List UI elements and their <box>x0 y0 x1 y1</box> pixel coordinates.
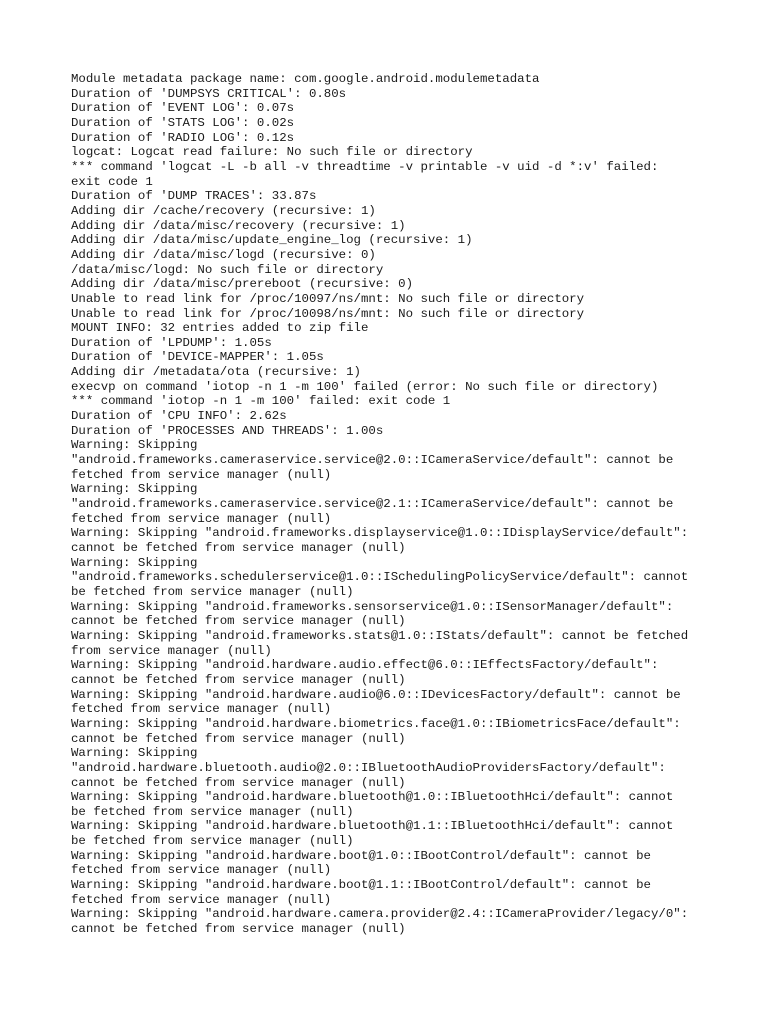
log-line: Duration of 'DUMPSYS CRITICAL': 0.80s <box>71 86 347 101</box>
log-line: "android.frameworks.cameraservice.service@2.0::ICameraService/default": cannot be <box>71 453 674 468</box>
log-line: Adding dir /data/misc/prereboot (recursive: 0) <box>71 277 414 292</box>
log-line: Adding dir /data/misc/logd (recursive: 0) <box>71 247 376 262</box>
log-line: cannot be fetched from service manager (null) <box>71 614 406 629</box>
log-line: Warning: Skipping <box>71 482 198 497</box>
log-line: fetched from service manager (null) <box>71 702 332 717</box>
log-line: Adding dir /metadata/ota (recursive: 1) <box>71 365 361 380</box>
log-line: Module metadata package name: com.google.android.modulemetadata <box>71 72 540 86</box>
log-line: Adding dir /data/misc/recovery (recursive: 1) <box>71 218 406 233</box>
log-line: Warning: Skipping <box>71 438 198 453</box>
log-line: cannot be fetched from service manager (null) <box>71 922 406 937</box>
log-line: Duration of 'LPDUMP': 1.05s <box>71 335 272 350</box>
log-line: Warning: Skipping "android.hardware.bluetooth@1.1::IBluetoothHci/default": cannot <box>71 819 674 834</box>
log-line: fetched from service manager (null) <box>71 511 332 526</box>
log-line: Duration of 'STATS LOG': 0.02s <box>71 115 295 130</box>
log-line: cannot be fetched from service manager (null) <box>71 672 406 687</box>
log-line: be fetched from service manager (null) <box>71 804 354 819</box>
log-line: /data/misc/logd: No such file or directory <box>71 262 384 277</box>
log-line: Duration of 'DUMP TRACES': 33.87s <box>71 189 317 204</box>
log-line: Adding dir /data/misc/update_engine_log (recursive: 1) <box>71 233 473 248</box>
log-line: Warning: Skipping "android.hardware.audio@6.0::IDevicesFactory/default": cannot be <box>71 687 681 702</box>
log-line: Warning: Skipping "android.hardware.boot@1.0::IBootControl/default": cannot be <box>71 848 651 863</box>
log-line: from service manager (null) <box>71 643 272 658</box>
log-line: Warning: Skipping "android.hardware.audio.effect@6.0::IEffectsFactory/default": <box>71 658 659 673</box>
log-line: execvp on command 'iotop -n 1 -m 100' failed (error: No such file or directory) <box>71 379 659 394</box>
log-line: Warning: Skipping "android.frameworks.stats@1.0::IStats/default": cannot be fetched <box>71 628 689 643</box>
log-line: Warning: Skipping "android.frameworks.sensorservice@1.0::ISensorManager/default": <box>71 599 674 614</box>
log-document <box>71 72 711 937</box>
log-line: cannot be fetched from service manager (null) <box>71 731 406 746</box>
log-line: *** command 'logcat -L -b all -v threadtime -v printable -v uid -d *:v' failed: <box>71 159 659 174</box>
log-line: MOUNT INFO: 32 entries added to zip file <box>71 321 369 336</box>
log-line: cannot be fetched from service manager (null) <box>71 541 406 555</box>
log-line: Unable to read link for /proc/10097/ns/mnt: No such file or directory <box>71 291 585 306</box>
log-line: Duration of 'CPU INFO': 2.62s <box>71 409 287 424</box>
log-line: "android.hardware.bluetooth.audio@2.0::IBluetoothAudioProvidersFactory/default": <box>71 760 666 775</box>
log-line: Adding dir /cache/recovery (recursive: 1) <box>71 203 376 218</box>
log-line: Warning: Skipping "android.hardware.biometrics.face@1.0::IBiometricsFace/default": <box>71 716 681 731</box>
log-line: fetched from service manager (null) <box>71 892 332 907</box>
log-line: Warning: Skipping <box>71 746 198 761</box>
log-line: Duration of 'PROCESSES AND THREADS': 1.00s <box>71 423 384 438</box>
log-line: "android.frameworks.cameraservice.service@2.1::ICameraService/default": cannot be <box>71 497 674 512</box>
log-line: be fetched from service manager (null) <box>71 584 354 599</box>
log-line: Unable to read link for /proc/10098/ns/mnt: No such file or directory <box>71 306 585 321</box>
log-line: Warning: Skipping "android.hardware.boot@1.1::IBootControl/default": cannot be <box>71 878 651 893</box>
log-line: Warning: Skipping "android.frameworks.displayservice@1.0::IDisplayService/default": <box>71 526 689 541</box>
log-line: exit code 1 <box>71 174 153 189</box>
log-line: Duration of 'EVENT LOG': 0.07s <box>71 101 295 116</box>
log-line: Duration of 'RADIO LOG': 0.12s <box>71 130 295 145</box>
log-line: be fetched from service manager (null) <box>71 834 354 849</box>
log-line: cannot be fetched from service manager (null) <box>71 775 406 790</box>
log-line: fetched from service manager (null) <box>71 863 332 878</box>
log-line: Warning: Skipping "android.hardware.bluetooth@1.0::IBluetoothHci/default": cannot <box>71 790 674 805</box>
log-line: Duration of 'DEVICE-MAPPER': 1.05s <box>71 350 324 365</box>
log-line: logcat: Logcat read failure: No such file or directory <box>71 145 473 160</box>
log-line: fetched from service manager (null) <box>71 467 332 482</box>
log-line: Warning: Skipping <box>71 555 198 570</box>
log-line: *** command 'iotop -n 1 -m 100' failed: exit code 1 <box>71 394 451 409</box>
log-line: Warning: Skipping "android.hardware.camera.provider@2.4::ICameraProvider/legacy/0": <box>71 907 689 922</box>
log-line: "android.frameworks.schedulerservice@1.0::ISchedulingPolicyService/default": cannot <box>71 570 689 585</box>
